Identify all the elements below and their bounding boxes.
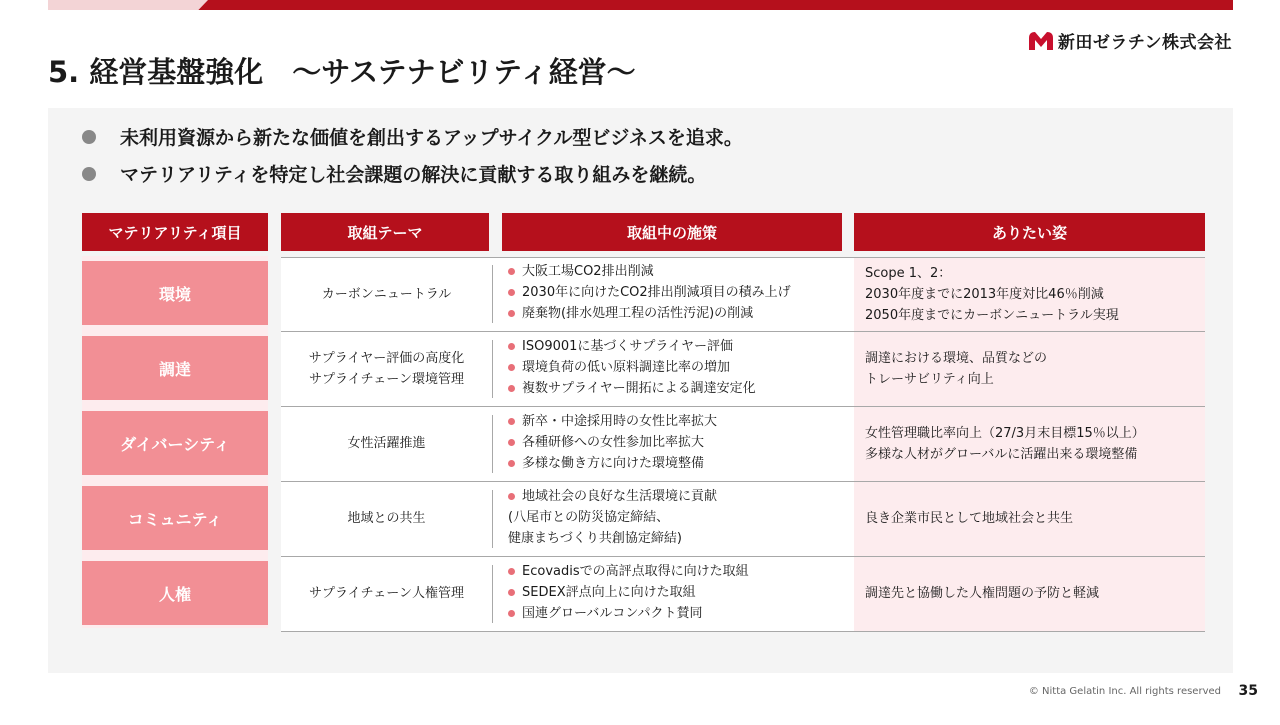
page-number: 35 [1238,683,1258,699]
category-cell: ダイバーシティ [82,411,268,475]
measures-cell [508,486,848,549]
measures-cell [508,261,848,324]
theme-text: サプライヤー評価の高度化 [308,350,465,366]
measure-item [508,303,848,324]
measure-text: 大阪工場CO2排出削減 [522,264,654,279]
logo-mark-icon [1028,30,1054,52]
summary-bullets [82,118,743,192]
goal-text: 女性管理職比率向上（27/3月末目標15％以上） [865,425,1145,441]
theme-text: サプライチェーン人権管理 [309,586,464,601]
copyright-footer: © Nitta Gelatin Inc. All rights reserved [1028,686,1221,697]
theme-cell [281,257,492,331]
bullet-dot-icon [82,130,96,144]
measure-item: 健康まちづくり共創協定締結) [508,531,682,546]
goal-text: 2030年度までに2013年度対比46％削減 [865,286,1104,302]
bullet-dot-icon [508,364,515,371]
measure-item [508,336,848,357]
goal-text: 調達先と協働した人権問題の予防と軽減 [865,586,1100,601]
measure-text: 環境負荷の低い原料調達比率の増加 [522,360,731,375]
measure-item: (八尾市との防災協定締結、 [508,510,670,525]
measure-text: 廃棄物(排水処理工程の活性汚泥)の削減 [522,306,754,321]
goal-cell [865,556,1200,631]
page-title: 5. 経営基盤強化 ～サステナビリティ経営～ [48,55,636,89]
measure-item [508,378,848,399]
measure-item [508,453,848,474]
header-goal: ありたい姿 [854,213,1205,251]
goal-cell [865,257,1200,331]
theme-cell [281,406,492,481]
theme-cell [281,481,492,556]
category-cell: 調達 [82,336,268,400]
bullet-dot-icon [82,167,96,181]
theme-text: 女性活躍推進 [347,436,426,451]
bullet-dot-icon [508,568,515,575]
measure-text: Ecovadisでの高評点取得に向けた取組 [522,564,749,579]
measure-item [508,357,848,378]
logo-text: 新田ゼラチン株式会社 [1057,33,1232,53]
goal-text: トレーサビリティ向上 [865,371,994,387]
bullet-dot-icon [508,343,515,350]
theme-text: 地域との共生 [347,511,426,526]
theme-cell [281,556,492,631]
goal-cell [865,406,1200,481]
goal-text: Scope 1、2： [865,265,952,281]
measure-item [508,582,848,603]
measures-cell [508,561,848,624]
theme-text: サプライチェーン環境管理 [309,371,464,387]
measure-text: 2030年に向けたCO2排出削減項目の積み上げ [522,285,791,300]
summary-bullet-text: マテリアリティを特定し社会課題の解決に貢献する取り組みを継続。 [120,164,707,186]
top-accent-notch [48,0,208,10]
goal-text: 2050年度までにカーボンニュートラル実現 [865,307,1119,323]
measure-item [508,603,848,624]
bullet-dot-icon [508,289,515,296]
bullet-dot-icon [508,439,515,446]
theme-text: カーボンニュートラル [321,286,452,302]
measure-text: SEDEX評点向上に向けた取組 [522,585,696,600]
bullet-dot-icon [508,310,515,317]
measure-text: 多様な働き方に向けた環境整備 [522,456,705,471]
column-divider [492,490,493,548]
goal-text: 多様な人材がグローバルに活躍出来る環境整備 [865,446,1138,462]
bullet-dot-icon [508,460,515,467]
category-cell: 人権 [82,561,268,625]
measures-cell [508,336,848,399]
header-theme: 取組テーマ [281,213,489,251]
summary-bullet [82,118,743,155]
bullet-dot-icon [508,610,515,617]
bullet-dot-icon [508,268,515,275]
measure-text: 各種研修への女性参加比率拡大 [522,435,705,450]
measure-text: 国連グローバルコンパクト賛同 [522,606,703,621]
measures-cell [508,411,848,474]
measure-item [508,432,848,453]
header-materiality: マテリアリティ項目 [82,213,268,251]
column-divider [492,415,493,473]
top-accent-bar [48,0,1233,10]
measure-text: 地域社会の良好な生活環境に貢献 [522,489,718,504]
measure-item [508,486,848,507]
goal-cell [865,481,1200,556]
goal-cell [865,331,1200,406]
company-logo [1028,28,1232,53]
measure-text: ISO9001に基づくサプライヤー評価 [522,339,734,354]
bullet-dot-icon [508,418,515,425]
theme-cell [281,331,492,406]
category-cell: 環境 [82,261,268,325]
column-divider [492,565,493,623]
measure-text: 複数サプライヤー開拓による調達安定化 [522,381,756,396]
bullet-dot-icon [508,385,515,392]
goal-text: 調達における環境、品質などの [865,350,1048,366]
header-measures: 取組中の施策 [502,213,842,251]
column-divider [492,265,493,323]
bullet-dot-icon [508,493,515,500]
column-divider [492,340,493,398]
measure-text: 新卒・中途採用時の女性比率拡大 [522,414,718,429]
measure-item [508,561,848,582]
summary-bullet-text: 未利用資源から新たな価値を創出するアップサイクル型ビジネスを追求。 [120,127,743,149]
category-cell: コミュニティ [82,486,268,550]
row-divider [281,631,1205,632]
measure-item [508,282,848,303]
summary-bullet [82,155,743,192]
bullet-dot-icon [508,589,515,596]
measure-item [508,261,848,282]
measure-item [508,411,848,432]
goal-text: 良き企業市民として地域社会と共生 [865,511,1074,526]
